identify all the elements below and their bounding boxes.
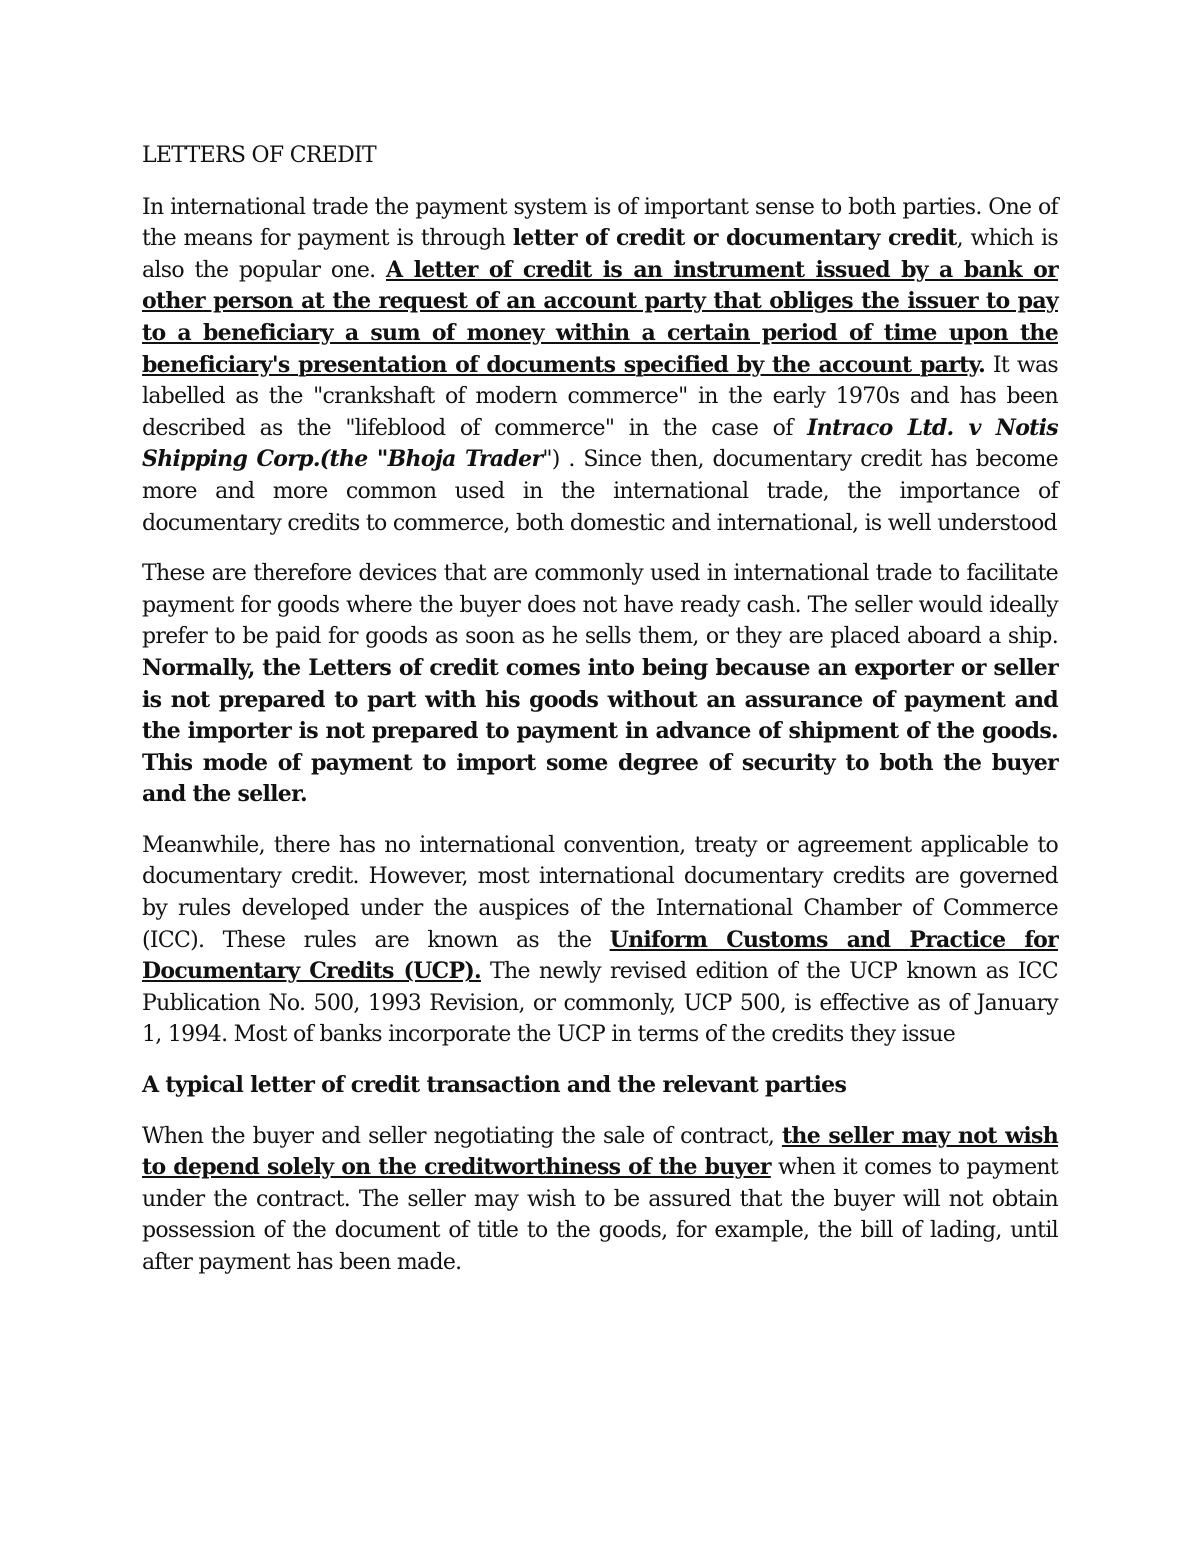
text: ") . Since then, documentary credit has become more and more common used in the international trade, the importance of documentary credits to commerce, both domestic and international, is well understood — [142, 447, 1058, 536]
case-citation: Intraco Ltd. v Notis Shipping Corp.(the "Bhoja Trader — [142, 414, 1058, 473]
text: In international trade the payment system is of important sense to both parties. One of the means for payment is through — [142, 194, 1058, 252]
bold-text: Normally, the Letters of credit comes into being because an exporter or seller is not prepared to part with his goods without an assurance of payment and the importer is not prepared to payment in advance of shipment of the goods. This mode of payment to import some degree of security to both the buyer and the seller. — [142, 654, 1058, 808]
text: The newly revised edition of the UCP known as ICC Publication No. 500, 1993 Revision, or commonly, UCP 500, is effective as of January 1, 1994. Most of banks incorporate the UCP in terms of the credits they issue — [142, 959, 1058, 1048]
section-heading: A typical letter of credit transaction and the relevant parties — [142, 1072, 847, 1099]
paragraph-intro — [142, 192, 1058, 540]
document-page — [142, 140, 1058, 1298]
text: It was labelled as the "crankshaft of modern commerce" in the early 1970s and has been described as the "lifeblood of commerce" in the case of — [142, 352, 1059, 441]
text: when it comes to payment under the contract. The seller may wish to be assured that the buyer will not obtain possession of the document of title to the goods, for example, the bill of lading, until after payment has been made. — [142, 1155, 1059, 1275]
text: These are therefore devices that are commonly used in international trade to facilitate payment for goods where the buyer does not have ready cash. The seller would ideally prefer to be paid for goods as soon as he sells them, or they are placed aboard a ship. — [142, 561, 1058, 650]
definition-text: A letter of credit is an instrument issued by a bank or other person at the request of an account party that obliges the issuer to pay to a beneficiary a sum of money within a certain period of time upon the beneficiary's presentation of documents specified by the account party — [142, 256, 1058, 378]
paragraph-transaction — [142, 1121, 1058, 1279]
text: When the buyer and seller negotiating the sale of contract, — [142, 1123, 782, 1149]
text: , which is also the popular one. — [142, 226, 1058, 283]
paragraph-devices — [142, 558, 1058, 811]
bold-text: letter of credit or documentary credit — [512, 225, 957, 252]
paragraph-ucp — [142, 830, 1058, 1051]
ucp-text: Uniform Customs and Practice for Documentary Credits (UCP). — [142, 926, 1058, 985]
text: . — [978, 351, 986, 378]
document-title: LETTERS OF CREDIT — [142, 143, 376, 168]
text: Meanwhile, there has no international convention, treaty or agreement applicable to documentary credit. However, most international documentary credits are governed by rules developed under the auspices of the International Chamber of Commerce (ICC). These rules are known as the — [142, 832, 1058, 953]
emphasis-text: the seller may not wish to depend solely on the creditworthiness of the buyer — [142, 1122, 1058, 1181]
